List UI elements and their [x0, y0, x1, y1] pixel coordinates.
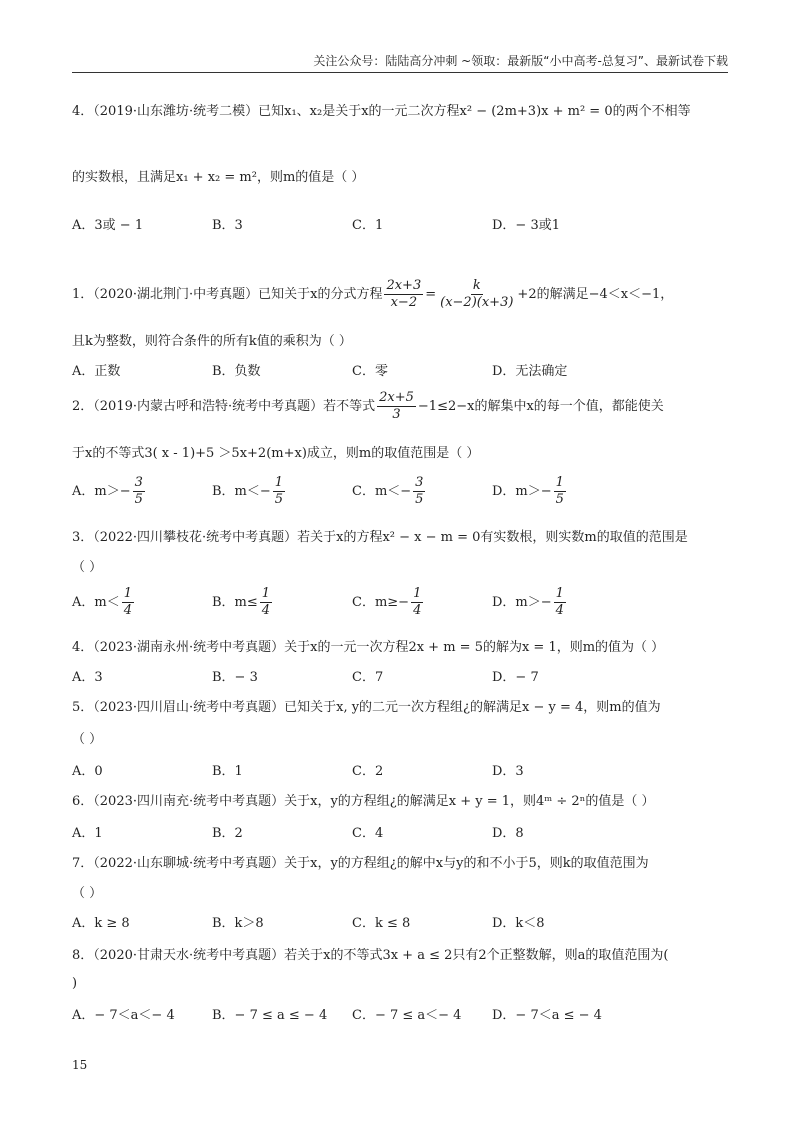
question-4b-option-d: D．− 7 — [492, 670, 539, 685]
option-prefix: A．m＞− — [72, 484, 131, 499]
option-fraction — [273, 475, 285, 508]
question-4-option-d: D．− 3或1 — [492, 218, 560, 233]
fraction-numerator: 2x+5 — [379, 390, 414, 405]
question-5-option-a: A．0 — [72, 764, 103, 779]
question-3-stem-line2: （ ） — [72, 560, 103, 575]
question-2-option-c — [352, 475, 427, 508]
fraction-denominator: 5 — [555, 492, 564, 507]
fraction-numerator: 2x+3 — [386, 278, 422, 293]
question-1-option-b: B．负数 — [212, 364, 261, 379]
question-7-option-c: C．k ≤ 8 — [352, 916, 411, 931]
fraction-numerator: 3 — [415, 475, 424, 490]
fraction-numerator: 1 — [555, 586, 564, 601]
question-4b-stem: 4．（2023·湖南永州·统考中考真题）关于x的一元一次方程2x + m = 5的解为x = 1，则m的值为（ ） — [72, 640, 665, 655]
fraction-numerator: 1 — [261, 586, 271, 601]
question-2-fraction — [377, 390, 416, 423]
question-2-stem-tail: −1≤2−x的解集中x的每一个值，都能使关 — [417, 399, 664, 414]
fraction-numerator: 1 — [555, 475, 564, 490]
question-4-option-c: C．1 — [352, 218, 384, 233]
question-1-stem-line2: 且k为整数，则符合条件的所有k值的乘积为（ ） — [72, 334, 352, 349]
question-5-option-d: D．3 — [492, 764, 524, 779]
question-3-option-c — [352, 586, 425, 619]
question-7-option-a: A．k ≥ 8 — [72, 916, 130, 931]
question-4b-option-b: B．− 3 — [212, 670, 258, 685]
fraction-denominator: 4 — [261, 603, 271, 618]
fraction-numerator: 1 — [123, 586, 132, 601]
fraction-denominator: 4 — [123, 603, 132, 618]
question-3-option-b — [212, 586, 274, 619]
option-prefix: B．m≤ — [212, 595, 258, 610]
fraction-denominator: 3 — [392, 407, 401, 422]
question-3-option-a — [72, 586, 136, 619]
question-5-option-b: B．1 — [212, 764, 243, 779]
fraction-numerator: 1 — [413, 586, 422, 601]
fraction-denominator: 4 — [413, 603, 422, 618]
question-7-option-d: D．k＜8 — [492, 916, 545, 931]
fraction-denominator: 5 — [134, 492, 143, 507]
question-7-stem-line2: （ ） — [72, 886, 103, 901]
question-4-stem-line1: 4．（2019·山东潍坊·统考二模）已知x₁、x₂是关于x的一元二次方程x² − (2m+3)x + m² = 0的两个不相等 — [72, 104, 691, 119]
question-3-stem-line1: 3．（2022·四川攀枝花·统考中考真题）若关于x的方程x² − x − m = 0有实数根，则实数m的取值的范围是 — [72, 530, 688, 545]
option-fraction — [554, 475, 566, 508]
question-2-stem-line2: 于x的不等式3( x - 1)+5 ＞5x+2(m+x)成立，则m的取值范围是（ ） — [72, 446, 480, 461]
question-6-option-b: B．2 — [212, 826, 243, 841]
question-7-stem-line1: 7．（2022·山东聊城·统考中考真题）关于x，y的方程组¿的解中x与y的和不小于5，则k的取值范围为 — [72, 856, 649, 871]
fraction-denominator: 4 — [555, 603, 564, 618]
option-prefix: A．m＜ — [72, 595, 120, 610]
question-1-fraction-left — [384, 278, 423, 311]
question-2-option-b — [212, 475, 287, 508]
question-5-stem-line1: 5．（2023·四川眉山·统考中考真题）已知关于x, y的二元一次方程组¿的解满足x − y = 4，则m的值为 — [72, 700, 661, 715]
option-fraction — [260, 586, 272, 619]
fraction-numerator: k — [472, 278, 481, 293]
question-1-option-a: A．正数 — [72, 364, 121, 379]
question-8-option-a: A．− 7＜a＜− 4 — [72, 1008, 175, 1023]
fraction-denominator: x−2 — [390, 295, 418, 310]
option-prefix: B．m＜− — [212, 484, 271, 499]
option-prefix: C．m＜− — [352, 484, 412, 499]
question-1-stem-text: 1．（2020·湖北荆门·中考真题）已知关于x的分式方程 — [72, 287, 383, 302]
question-8-stem-line1: 8．（2020·甘肃天水·统考中考真题）若关于x的不等式3x + a ≤ 2只有2个正整数解，则a的取值范围为( — [72, 948, 669, 963]
question-5-stem-line2: （ ） — [72, 732, 103, 747]
option-prefix: C．m≥− — [352, 595, 410, 610]
question-6-option-d: D．8 — [492, 826, 524, 841]
question-4b-option-c: C．7 — [352, 670, 384, 685]
option-fraction — [413, 475, 425, 508]
question-6-option-c: C．4 — [352, 826, 384, 841]
question-4-option-a: A．3或 − 1 — [72, 218, 144, 233]
option-fraction — [133, 475, 145, 508]
page-number: 15 — [72, 1058, 88, 1072]
option-prefix: D．m＞− — [492, 484, 552, 499]
fraction-denominator: (x−2)(x+3) — [440, 295, 514, 310]
question-3-option-d — [492, 586, 568, 619]
question-7-option-b: B．k＞8 — [212, 916, 264, 931]
equals-sign: = — [425, 287, 437, 302]
option-prefix: D．m＞− — [492, 595, 552, 610]
question-1-stem-tail: +2的解满足−4＜x＜−1， — [517, 287, 674, 302]
question-1-option-c: C．零 — [352, 364, 388, 379]
question-2-stem-text: 2．（2019·内蒙古呼和浩特·统考中考真题）若不等式 — [72, 399, 376, 414]
option-fraction — [122, 586, 134, 619]
page-header: 关注公众号：陆陆高分冲刺 ~领取：最新版“小中高考-总复习”、最新试卷下载 — [313, 54, 728, 68]
question-1-option-d: D．无法确定 — [492, 364, 568, 379]
question-2-stem-line1 — [72, 390, 664, 423]
fraction-denominator: 5 — [415, 492, 424, 507]
fraction-denominator: 5 — [274, 492, 284, 507]
question-8-stem-line2: ) — [72, 976, 78, 991]
fraction-numerator: 3 — [134, 475, 143, 490]
question-8-option-b: B．− 7 ≤ a ≤ − 4 — [212, 1008, 328, 1023]
question-1-stem-line1 — [72, 278, 673, 311]
question-8-option-c: C．− 7 ≤ a＜− 4 — [352, 1008, 462, 1023]
question-5-option-c: C．2 — [352, 764, 384, 779]
question-2-option-d — [492, 475, 568, 508]
question-4-option-b: B．3 — [212, 218, 243, 233]
question-2-option-a — [72, 475, 147, 508]
question-4-stem-line2: 的实数根，且满足x₁ + x₂ = m²，则m的值是（ ） — [72, 170, 365, 185]
option-fraction — [411, 586, 423, 619]
option-fraction — [554, 586, 566, 619]
question-8-option-d: D．− 7＜a ≤ − 4 — [492, 1008, 602, 1023]
fraction-numerator: 1 — [274, 475, 284, 490]
question-1-fraction-right — [438, 278, 515, 311]
question-6-stem: 6．（2023·四川南充·统考中考真题）关于x，y的方程组¿的解满足x + y = 1，则4ᵐ ÷ 2ⁿ的值是（ ） — [72, 794, 655, 809]
question-4b-option-a: A．3 — [72, 670, 103, 685]
question-6-option-a: A．1 — [72, 826, 103, 841]
header-divider — [72, 72, 728, 73]
